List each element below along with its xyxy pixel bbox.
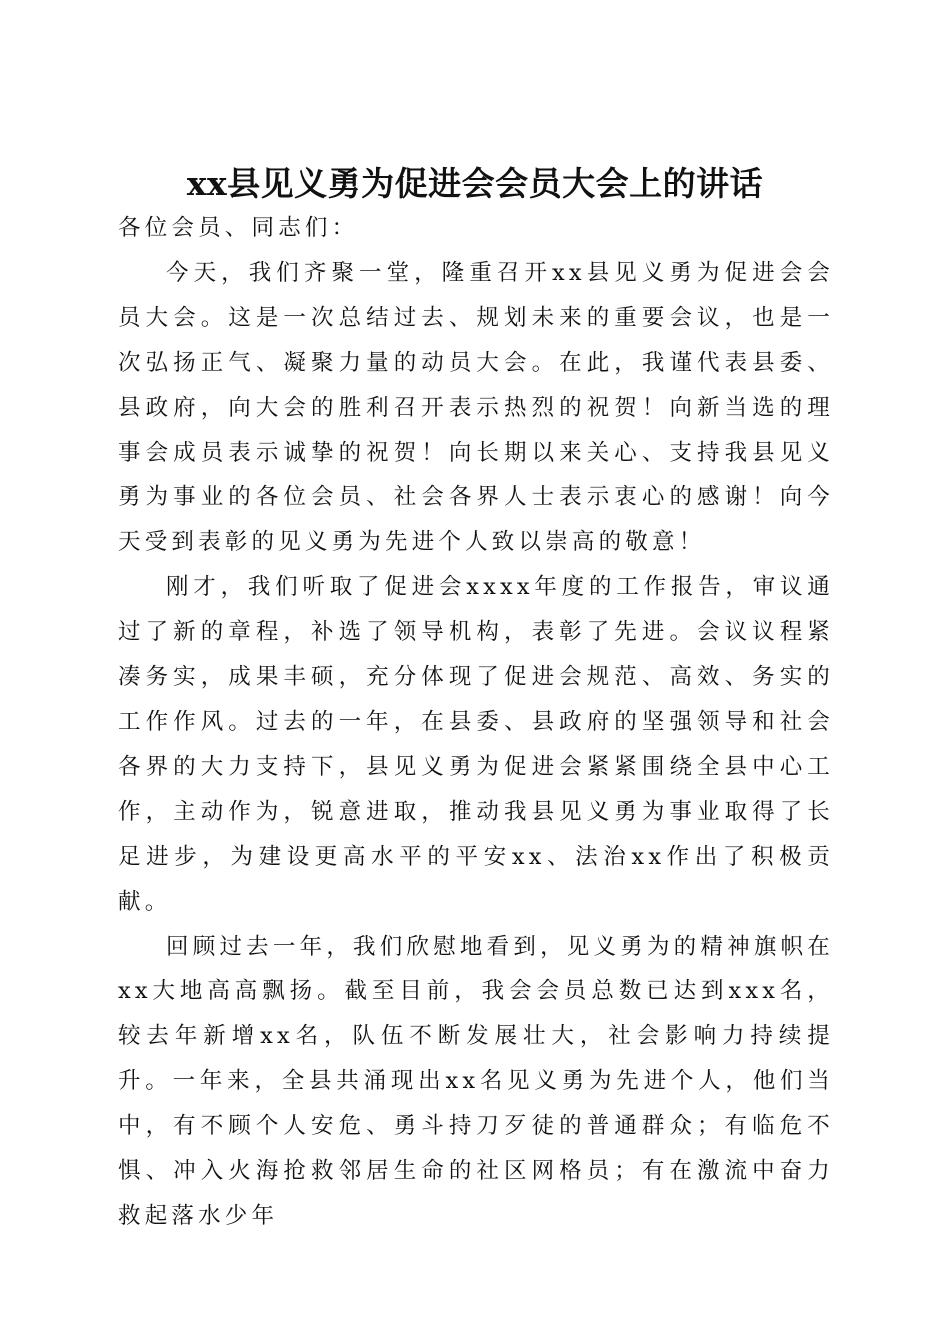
salutation: 各位会员、同志们： bbox=[118, 215, 359, 241]
paragraph-achievements: 回顾过去一年，我们欣慰地看到，见义勇为的精神旗帜在xx大地高高飘扬。截至目前，我会会员总数已达到xxx名，较去年新增xx名，队伍不断发展壮大，社会影响力持续提升。一年来，全县共涌现出xx名见义勇为先进个人，他们当中，有不顾个人安危、勇斗持刀歹徒的普通群众；有临危不惧、冲入火海抢救邻居生命的社区网格员；有在激流中奋力救起落水少年 bbox=[118, 933, 834, 1229]
paragraph-opening: 今天，我们齐聚一堂，隆重召开xx县见义勇为促进会会员大会。这是一次总结过去、规划未来的重要会议，也是一次弘扬正气、凝聚力量的动员大会。在此，我谨代表县委、县政府，向大会的胜利召开表示热烈的祝贺！向新当选的理事会成员表示诚挚的祝贺！向长期以来关心、支持我县见义勇为事业的各位会员、社会各界人士表示衷心的感谢！向今天受到表彰的见义勇为先进个人致以崇高的敬意！ bbox=[118, 259, 834, 556]
document-title: xx县见义勇为促进会会员大会上的讲话 bbox=[186, 164, 764, 204]
paragraph-report-review: 刚才，我们听取了促进会xxxx年度的工作报告，审议通过了新的章程，补选了领导机构，表彰了先进。会议议程紧凑务实，成果丰硕，充分体现了促进会规范、高效、务实的工作作风。过去的一年，在县委、县政府的坚强领导和社会各界的大力支持下，县见义勇为促进会紧紧围绕全县中心工作，主动作为，锐意进取，推动我县见义勇为事业取得了长足进步，为建设更高水平的平安xx、法治xx作出了积极贡献。 bbox=[118, 574, 834, 915]
document-body bbox=[118, 206, 834, 1239]
